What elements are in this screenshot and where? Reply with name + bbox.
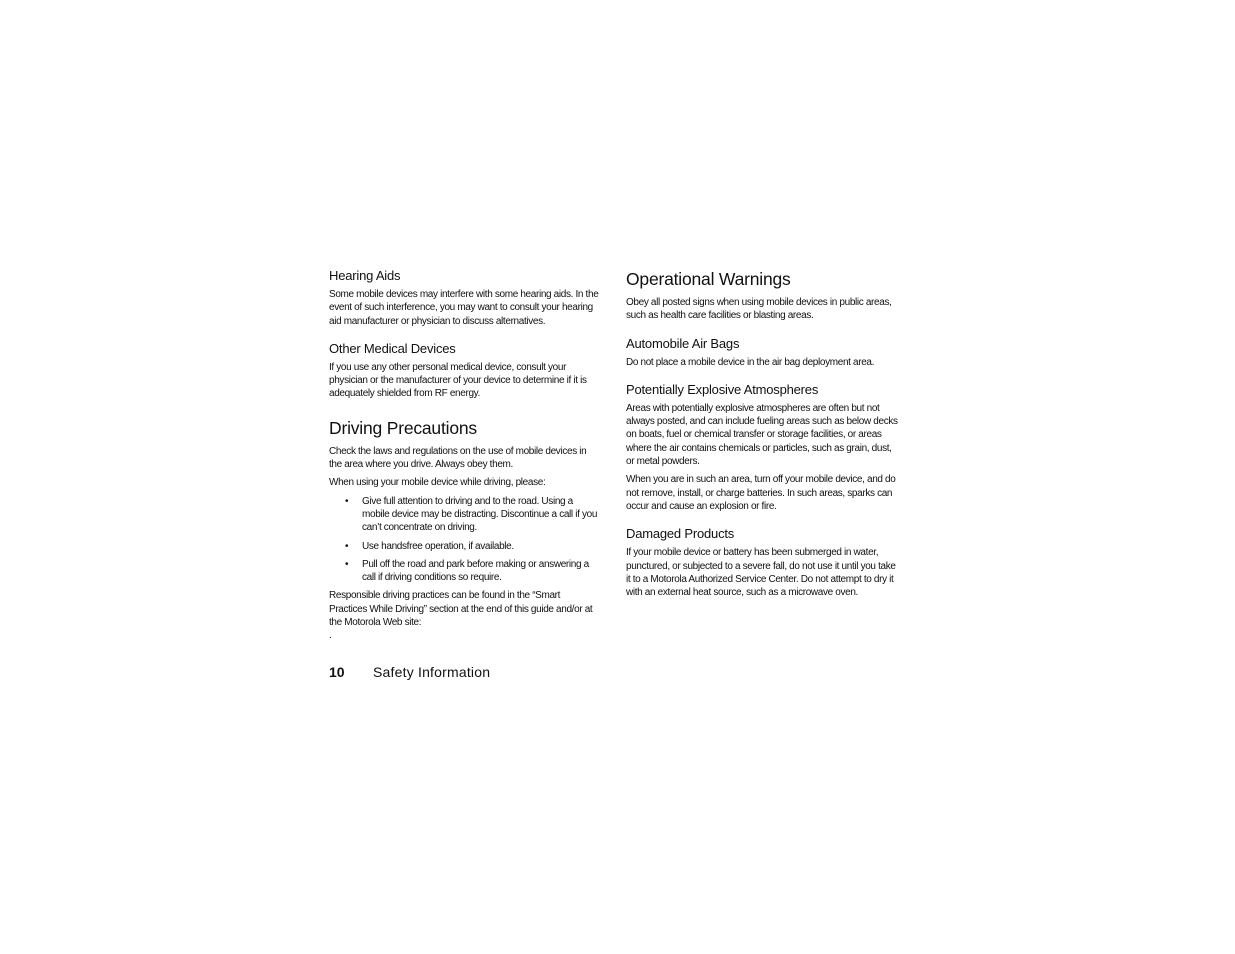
bullet-icon: •: [345, 495, 349, 507]
explosive-heading: Potentially Explosive Atmospheres: [626, 381, 819, 397]
explosive-body-1: Areas with potentially explosive atmospheres are often but not always posted, and can include fueling areas such as below decks on boats, fuel or chemical transfer or storage facilities, or areas where the air contains chemicals or particles, such as grain, dust, or metal powders.: [626, 402, 898, 468]
hearing-aids-body: Some mobile devices may interfere with some hearing aids. In the event of such interference, you may want to consult your hearing aid manufacturer or physician to discuss alternatives.: [329, 289, 599, 327]
footer-section-title: Safety Information: [373, 664, 491, 680]
driving-intro: Check the laws and regulations on the use of mobile devices in the area where you drive. Always obey them.: [329, 445, 587, 471]
driving-closing-end: .: [329, 630, 332, 642]
damaged-products-heading: Damaged Products: [626, 526, 735, 542]
list-item-text: Give full attention to driving and to the road. Using a mobile device may be distracting. Discontinue a call if you can’t concentrate on driving.: [362, 495, 598, 534]
bullet-icon: •: [345, 558, 349, 570]
driving-closing-text: Responsible driving practices can be found in the “Smart Practices While Driving” section at the end of this guide and/or at the Motorola Web site:: [329, 590, 593, 629]
list-item: [345, 540, 599, 553]
bullet-icon: •: [345, 540, 349, 552]
left-column: [329, 268, 599, 648]
list-item: [345, 495, 599, 535]
air-bags-body: Do not place a mobile device in the air bag deployment area.: [626, 356, 875, 368]
page-footer: [329, 664, 629, 684]
operational-warnings-heading: Operational Warnings: [626, 269, 791, 289]
right-column: [626, 268, 898, 604]
explosive-body-2: When you are in such an area, turn off your mobile device, and do not remove, install, or charge batteries. In such areas, sparks can occur and cause an explosion or fire.: [626, 474, 896, 512]
driving-bullet-list: [329, 495, 599, 585]
list-item-text: Pull off the road and park before making or answering a call if driving conditions so require.: [362, 558, 589, 584]
driving-precautions-heading: Driving Precautions: [329, 417, 477, 438]
other-medical-heading: Other Medical Devices: [329, 340, 456, 356]
list-item-text: Use handsfree operation, if available.: [362, 540, 514, 552]
driving-closing: [329, 589, 599, 642]
page-number: 10: [329, 664, 345, 680]
list-item: [345, 558, 599, 585]
hearing-aids-heading: Hearing Aids: [329, 268, 401, 283]
damaged-products-body: If your mobile device or battery has been submerged in water, punctured, or subjected to a severe fall, do not use it until you take it to a Motorola Authorized Service Center. Do not attempt to dry it with an external heat source, such as a microwave oven.: [626, 547, 896, 599]
driving-lead: When using your mobile device while driving, please:: [329, 477, 546, 489]
air-bags-heading: Automobile Air Bags: [626, 335, 740, 351]
other-medical-body: If you use any other personal medical device, consult your physician or the manufacturer of your device to determine if it is adequately shielded from RF energy.: [329, 361, 587, 400]
operational-warnings-body: Obey all posted signs when using mobile devices in public areas, such as health care facilities or blasting areas.: [626, 297, 892, 322]
